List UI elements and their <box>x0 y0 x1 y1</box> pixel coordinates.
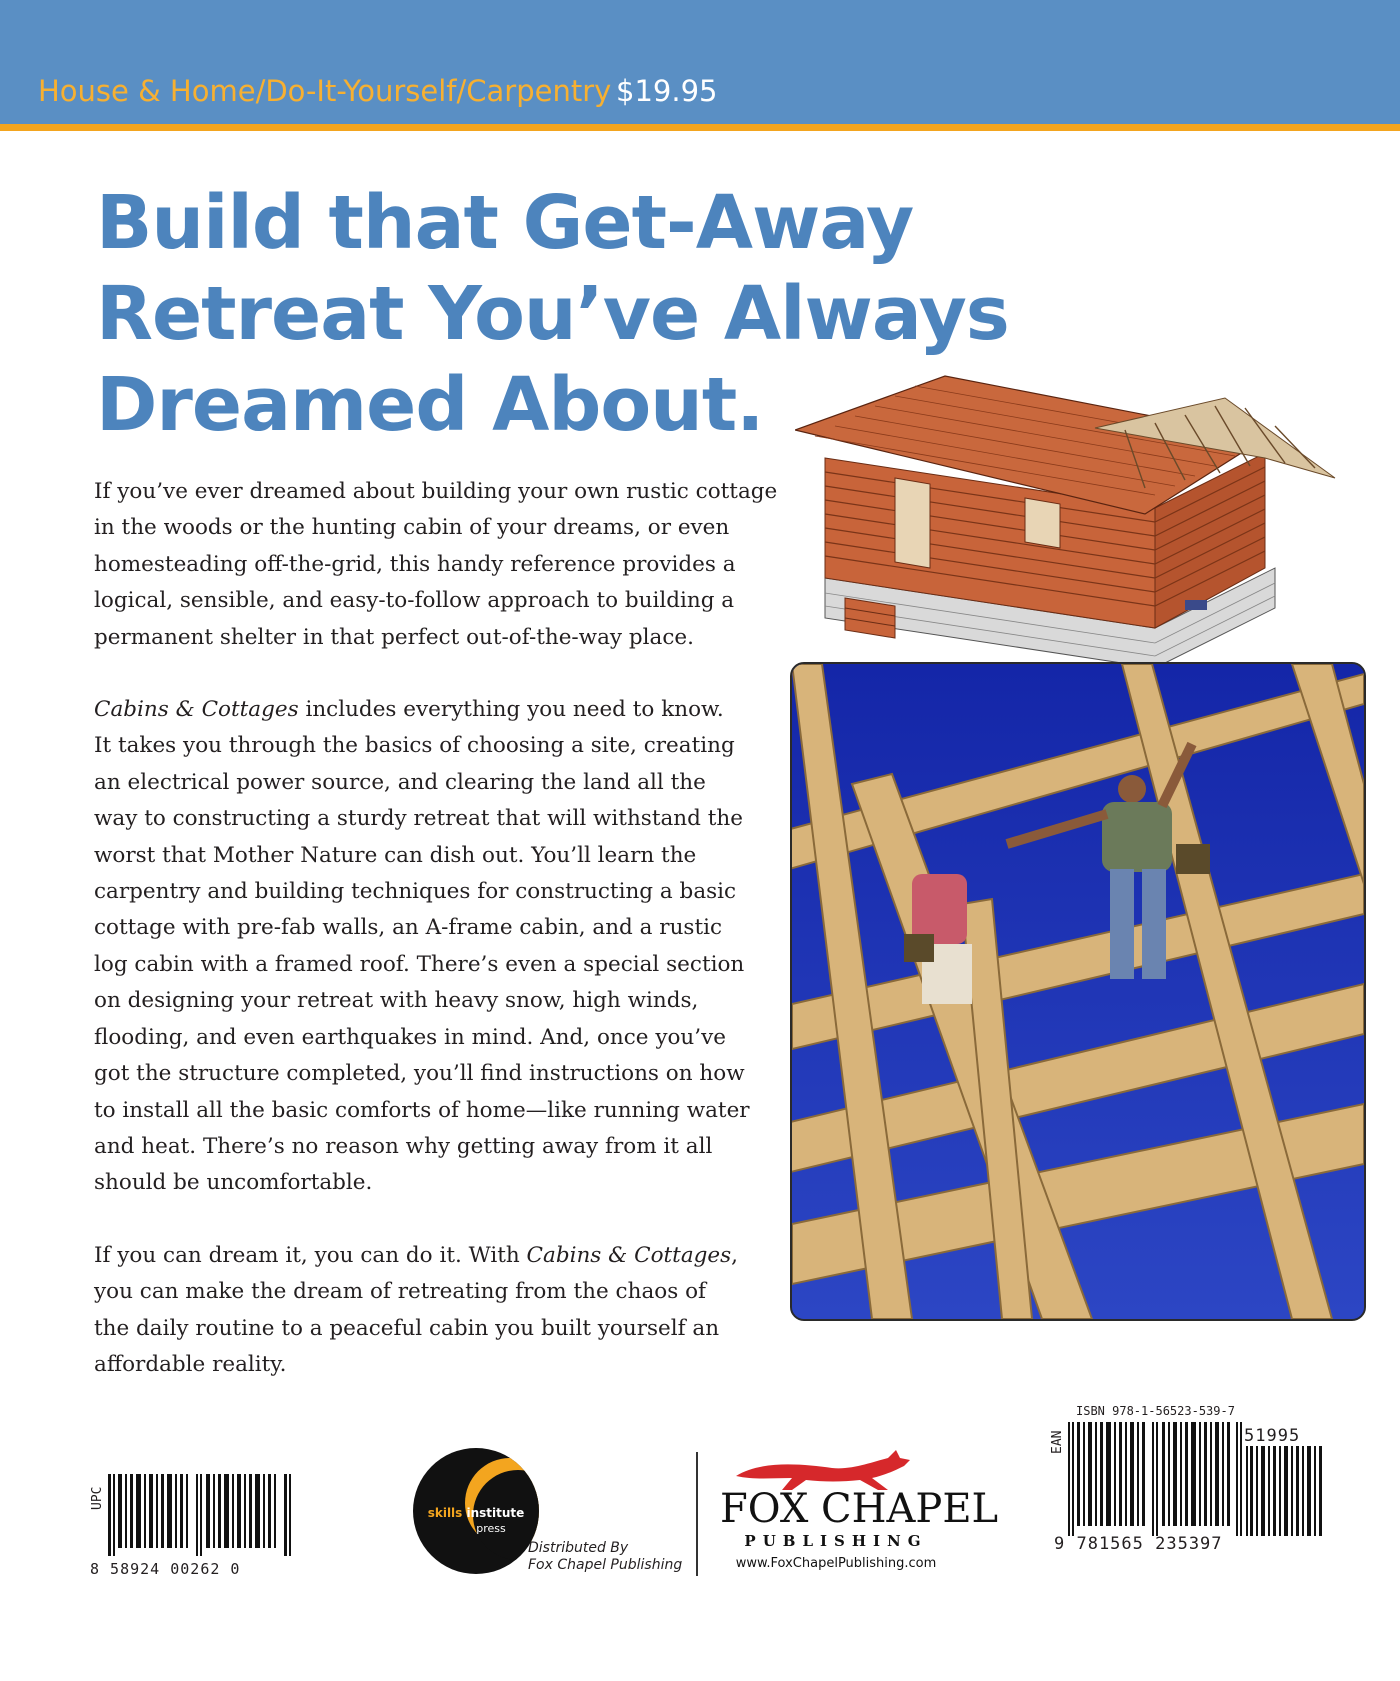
headline-line-2: Retreat You’ve Always <box>96 271 1009 357</box>
upc-bars <box>108 1474 292 1556</box>
p2-line: flooding, and even earthquakes in mind. And, once you’ve <box>94 1024 726 1050</box>
p2-line: and heat. There’s no reason why getting away from it all <box>94 1133 713 1159</box>
press-word: press <box>476 1522 506 1535</box>
skills-word: skills <box>427 1506 463 1520</box>
skills-logo-text <box>413 1506 539 1520</box>
book-category: House & Home/Do-It-Yourself/Carpentry <box>38 74 612 108</box>
body-copy <box>94 474 778 1383</box>
isbn-barcode <box>1050 1404 1340 1554</box>
book-title-italic: Cabins & Cottages <box>526 1242 732 1268</box>
publisher-url: www.FoxChapelPublishing.com <box>735 1556 937 1571</box>
fox-chapel-publishing: PUBLISHING <box>744 1532 928 1550</box>
distributed-line-1: Distributed By <box>528 1540 629 1556</box>
isbn-number: ISBN 978-1-56523-539-7 <box>1076 1404 1235 1418</box>
log-cabin-illustration <box>795 368 1355 698</box>
logo-divider <box>696 1452 698 1576</box>
p2-line: to install all the basic comforts of home—like running water <box>94 1097 750 1123</box>
carpenters-on-roof-framing-image <box>792 664 1364 1319</box>
p2-line: worst that Mother Nature can dish out. You’ll learn the <box>94 842 697 868</box>
p2-first-rest: includes everything you need to know. <box>298 697 724 723</box>
p2-line: got the structure completed, you’ll find instructions on how <box>94 1061 745 1087</box>
book-title-italic: Cabins & Cottages <box>94 697 299 723</box>
institute-word: institute <box>462 1506 525 1520</box>
headline-line-3: Dreamed About. <box>96 362 764 448</box>
p2-line: on designing your retreat with heavy snow, high winds, <box>94 988 699 1014</box>
p2-line: log cabin with a framed roof. There’s even a special section <box>94 951 745 977</box>
banner-rule <box>0 124 1400 131</box>
p1-line: If you’ve ever dreamed about building your own rustic cottage <box>94 479 778 504</box>
p2-line: way to constructing a sturdy retreat that will withstand the <box>94 806 743 832</box>
upc-label: UPC <box>90 1486 105 1510</box>
framing-photo <box>790 662 1366 1321</box>
book-price: $19.95 <box>616 74 718 108</box>
p2-line: an electrical power source, and clearing the land all the <box>94 769 706 795</box>
upc-digits: 8 58924 00262 0 <box>90 1560 241 1578</box>
p3-line: you can make the dream of retreating from the chaos of <box>94 1279 706 1305</box>
ean-bars <box>1068 1422 1244 1536</box>
p1-line: permanent shelter in that perfect out-of-the-way place. <box>94 624 694 650</box>
p3-line <box>94 1238 774 1274</box>
fox-chapel-name: FOX CHAPEL <box>720 1486 999 1532</box>
ean-label: EAN <box>1050 1430 1065 1454</box>
p1-line: homesteading off-the-grid, this handy reference provides a <box>94 551 736 577</box>
p3-first-end: , <box>731 1242 738 1268</box>
p2-line: cottage with pre-fab walls, an A-frame cabin, and a rustic <box>94 915 723 941</box>
p3-line: the daily routine to a peaceful cabin you built yourself an <box>94 1315 720 1341</box>
p3-line: affordable reality. <box>94 1351 287 1377</box>
upc-barcode <box>90 1468 300 1578</box>
p2-line: carpentry and building techniques for constructing a basic <box>94 879 737 905</box>
skills-institute-press-logo <box>413 1448 539 1574</box>
p3-first: If you can dream it, you can do it. With <box>94 1242 527 1268</box>
paragraph-3 <box>94 1238 774 1384</box>
ean-digits: 9 781565 235397 <box>1054 1534 1223 1554</box>
p1-line: logical, sensible, and easy-to-follow approach to building a <box>94 588 735 614</box>
addon-bars <box>1246 1446 1326 1536</box>
p1-line: in the woods or the hunting cabin of your dreams, or even <box>94 515 730 541</box>
paragraph-1 <box>94 474 778 656</box>
distributed-by <box>528 1540 698 1574</box>
p2-line: It takes you through the basics of choosing a site, creating <box>94 733 735 759</box>
distributed-line-2: Fox Chapel Publishing <box>528 1557 683 1573</box>
p2-line <box>94 692 774 728</box>
price-addon-digits: 51995 <box>1244 1426 1301 1446</box>
headline-line-1: Build that Get-Away <box>96 180 914 266</box>
paragraph-2 <box>94 692 774 1202</box>
p2-line: should be uncomfortable. <box>94 1170 373 1196</box>
